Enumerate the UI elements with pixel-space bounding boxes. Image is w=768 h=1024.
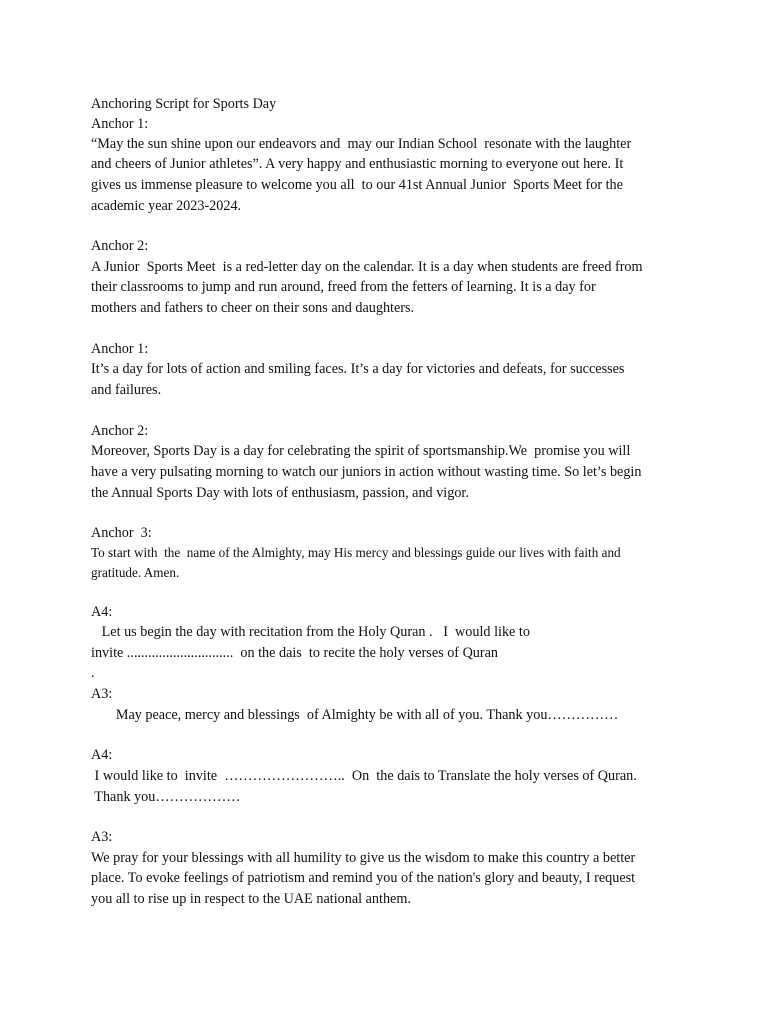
text-line: It’s a day for lots of action and smiling faces. It’s a day for victories and defeats, for successes xyxy=(91,361,625,377)
text-line: and failures. xyxy=(91,382,162,398)
text-line: . xyxy=(91,665,95,681)
text-line: We pray for your blessings with all humility to give us the wisdom to make this country a better xyxy=(91,850,636,866)
text-line: Let us begin the day with recitation from the Holy Quran . I would like to xyxy=(91,624,530,640)
speaker-label: Anchor 2: xyxy=(91,238,149,254)
text-line: place. To evoke feelings of patriotism and remind you of the nation's glory and beauty, I request xyxy=(91,870,636,886)
text-line: “May the sun shine upon our endeavors and may our Indian School resonate with the laughter xyxy=(91,136,632,152)
speaker-label: A3: xyxy=(91,686,113,702)
text-line: you all to rise up in respect to the UAE national anthem. xyxy=(91,891,411,907)
text-line: I would like to invite …………………….. On the dais to Translate the holy verses of Quran. xyxy=(91,768,637,784)
text-line: mothers and fathers to cheer on their sons and daughters. xyxy=(91,300,415,316)
text-line: Thank you……………… xyxy=(91,789,241,805)
text-line: Moreover, Sports Day is a day for celebrating the spirit of sportsmanship.We promise you will xyxy=(91,443,631,459)
text-line: gives us immense pleasure to welcome you all to our 41st Annual Junior Sports Meet for the xyxy=(91,177,623,193)
text-line: their classrooms to jump and run around, freed from the fetters of learning. It is a day for xyxy=(91,279,596,295)
text-line: the Annual Sports Day with lots of enthusiasm, passion, and vigor. xyxy=(91,485,469,501)
speaker-label: A4: xyxy=(91,747,113,763)
document-title: Anchoring Script for Sports Day xyxy=(91,96,277,112)
speaker-label: A3: xyxy=(91,829,113,845)
speaker-label: A4: xyxy=(91,604,113,620)
text-line: invite .............................. on the dais to recite the holy verses of Quran xyxy=(91,645,499,661)
text-line: A Junior Sports Meet is a red-letter day on the calendar. It is a day when students are freed from xyxy=(91,259,643,275)
text-line: May peace, mercy and blessings of Almighty be with all of you. Thank you…………… xyxy=(91,707,619,723)
text-line: gratitude. Amen. xyxy=(91,565,180,580)
speaker-label: Anchor 2: xyxy=(91,423,149,439)
speaker-label: Anchor 1: xyxy=(91,116,149,132)
text-line: and cheers of Junior athletes”. A very happy and enthusiastic morning to everyone out here. It xyxy=(91,156,624,172)
text-line: To start with the name of the Almighty, may His mercy and blessings guide our lives with faith and xyxy=(91,545,621,560)
text-line: academic year 2023-2024. xyxy=(91,198,242,214)
speaker-label: Anchor 3: xyxy=(91,525,152,541)
text-line: have a very pulsating morning to watch our juniors in action without wasting time. So let’s begin xyxy=(91,464,642,480)
speaker-label: Anchor 1: xyxy=(91,341,149,357)
